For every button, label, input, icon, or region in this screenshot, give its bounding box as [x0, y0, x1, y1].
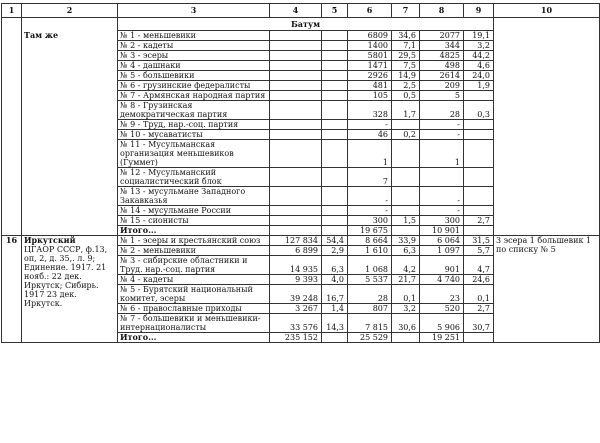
row-number-cell — [2, 81, 22, 91]
notes-cell — [494, 226, 600, 236]
percent-cell: 2,7 — [464, 304, 494, 314]
percent-cell — [464, 333, 494, 343]
percent-cell — [464, 226, 494, 236]
party-name: № 3 - эсеры — [118, 51, 270, 61]
party-name: № 3 - сибирские областники и Труд. нар.-соц. партия — [118, 256, 270, 275]
party-name: № 12 - Мусульманский социалистический блок — [118, 168, 270, 187]
votes-cell: 1 068 — [348, 256, 392, 275]
percent-cell — [322, 41, 348, 51]
col-header-5: 5 — [322, 4, 348, 18]
votes-cell: - — [348, 187, 392, 206]
votes-cell: - — [420, 130, 464, 140]
party-name: № 1 - меньшевики — [118, 31, 270, 41]
percent-cell: 30,7 — [464, 314, 494, 333]
votes-cell — [270, 216, 322, 226]
votes-cell: 5 — [420, 91, 464, 101]
votes-cell: 1 097 — [420, 246, 464, 256]
notes-cell — [494, 130, 600, 140]
district-name: Иркутский — [24, 235, 76, 245]
notes-cell — [494, 71, 600, 81]
notes-cell — [494, 51, 600, 61]
party-name: № 5 - большевики — [118, 71, 270, 81]
percent-cell — [392, 140, 420, 168]
percent-cell — [322, 187, 348, 206]
votes-cell: 4825 — [420, 51, 464, 61]
votes-cell: 105 — [348, 91, 392, 101]
percent-cell — [392, 168, 420, 187]
percent-cell — [322, 168, 348, 187]
location-name: Там же — [22, 31, 118, 236]
percent-cell: 14,9 — [392, 71, 420, 81]
row-number-cell — [2, 216, 22, 226]
party-name: № 1 - эсеры и крестьянский союз — [118, 236, 270, 246]
col-header-10: 10 — [494, 4, 600, 18]
row-number-cell — [2, 168, 22, 187]
percent-cell — [464, 120, 494, 130]
notes-cell — [494, 120, 600, 130]
col-header-2: 2 — [22, 4, 118, 18]
percent-cell — [322, 101, 348, 120]
percent-cell: 2,5 — [392, 81, 420, 91]
percent-cell: 4,2 — [392, 256, 420, 275]
votes-cell: 33 576 — [270, 314, 322, 333]
percent-cell: 24,6 — [464, 275, 494, 285]
percent-cell: 2,9 — [322, 246, 348, 256]
votes-cell: 6809 — [348, 31, 392, 41]
total-votes: 19 675 — [348, 226, 392, 236]
votes-cell: 520 — [420, 304, 464, 314]
percent-cell: 3,2 — [464, 41, 494, 51]
votes-cell: 901 — [420, 256, 464, 275]
percent-cell: 1,9 — [464, 81, 494, 91]
percent-cell: 1,7 — [392, 101, 420, 120]
votes-cell: 4 740 — [420, 275, 464, 285]
col-header-8: 8 — [420, 4, 464, 18]
col-header-4: 4 — [270, 4, 322, 18]
percent-cell: 16,7 — [322, 285, 348, 304]
votes-cell: - — [348, 120, 392, 130]
percent-cell — [392, 206, 420, 216]
votes-cell: 1 — [348, 140, 392, 168]
votes-cell: 5 537 — [348, 275, 392, 285]
notes-cell — [494, 81, 600, 91]
party-name: № 6 - православные приходы — [118, 304, 270, 314]
votes-cell: 8 664 — [348, 236, 392, 246]
votes-cell: 2077 — [420, 31, 464, 41]
votes-cell — [270, 226, 322, 236]
notes-cell — [494, 168, 600, 187]
percent-cell: 6,3 — [322, 256, 348, 275]
table-row — [2, 236, 600, 246]
votes-cell: 5 906 — [420, 314, 464, 333]
percent-cell — [392, 333, 420, 343]
votes-cell — [270, 187, 322, 206]
votes-cell — [270, 130, 322, 140]
party-name: № 15 - сионисты — [118, 216, 270, 226]
percent-cell — [322, 71, 348, 81]
percent-cell: 34,6 — [392, 31, 420, 41]
votes-cell: 481 — [348, 81, 392, 91]
votes-cell: 6 899 — [270, 246, 322, 256]
votes-cell: 1471 — [348, 61, 392, 71]
party-name: № 4 - дашнаки — [118, 61, 270, 71]
percent-cell: 21,7 — [392, 275, 420, 285]
percent-cell: 6,3 — [392, 246, 420, 256]
percent-cell: 5,7 — [464, 246, 494, 256]
votes-cell: 14 935 — [270, 256, 322, 275]
row-number-cell — [2, 71, 22, 81]
votes-cell — [420, 168, 464, 187]
total-label: Итого... — [118, 226, 270, 236]
votes-cell — [270, 31, 322, 41]
votes-cell: - — [420, 206, 464, 216]
district-number: 16 — [2, 236, 22, 343]
votes-cell: 127 834 — [270, 236, 322, 246]
percent-cell — [322, 120, 348, 130]
row-number-cell — [2, 41, 22, 51]
percent-cell — [322, 206, 348, 216]
votes-cell: 23 — [420, 285, 464, 304]
percent-cell: 24,0 — [464, 71, 494, 81]
votes-cell: 344 — [420, 41, 464, 51]
row-number-cell — [2, 91, 22, 101]
votes-cell — [270, 81, 322, 91]
notes-cell — [494, 61, 600, 71]
percent-cell — [464, 140, 494, 168]
votes-cell — [270, 61, 322, 71]
percent-cell — [322, 81, 348, 91]
votes-cell: - — [420, 120, 464, 130]
total-label: Итого... — [118, 333, 270, 343]
votes-cell — [270, 41, 322, 51]
row-number-cell — [2, 61, 22, 71]
col-header-9: 9 — [464, 4, 494, 18]
percent-cell: 2,7 — [464, 216, 494, 226]
notes-cell — [494, 140, 600, 168]
votes-cell: 328 — [348, 101, 392, 120]
votes-cell: 39 248 — [270, 285, 322, 304]
percent-cell — [464, 206, 494, 216]
percent-cell: 1,5 — [392, 216, 420, 226]
section-row — [2, 18, 600, 31]
row-number-cell — [2, 187, 22, 206]
party-name: № 13 - мусульмане Западного Закавказья — [118, 187, 270, 206]
percent-cell — [392, 187, 420, 206]
percent-cell — [322, 216, 348, 226]
row-number-cell — [2, 120, 22, 130]
percent-cell: 0,3 — [464, 101, 494, 120]
percent-cell — [464, 130, 494, 140]
votes-cell: 5801 — [348, 51, 392, 61]
percent-cell: 19,1 — [464, 31, 494, 41]
percent-cell: 1,4 — [322, 304, 348, 314]
total-votes: 25 529 — [348, 333, 392, 343]
votes-cell — [270, 71, 322, 81]
percent-cell: 7,1 — [392, 41, 420, 51]
votes-cell: 1400 — [348, 41, 392, 51]
votes-cell — [270, 168, 322, 187]
votes-cell: 807 — [348, 304, 392, 314]
votes-cell: 7 815 — [348, 314, 392, 333]
total-votes: 10 901 — [420, 226, 464, 236]
votes-cell: 9 393 — [270, 275, 322, 285]
row-number-cell — [2, 226, 22, 236]
votes-cell — [270, 140, 322, 168]
percent-cell: 0,1 — [392, 285, 420, 304]
elected-notes: 3 эсера 1 большевик 1 по списку № 5 — [494, 236, 600, 343]
party-name: № 6 - грузинские федералисты — [118, 81, 270, 91]
percent-cell — [322, 91, 348, 101]
votes-cell: 28 — [420, 101, 464, 120]
section-title: Батум — [118, 18, 494, 31]
votes-cell: 28 — [348, 285, 392, 304]
row-number-cell — [2, 51, 22, 61]
party-name: № 4 - кадеты — [118, 275, 270, 285]
party-name: № 9 - Труд, нар.-соц. партия — [118, 120, 270, 130]
percent-cell — [322, 226, 348, 236]
percent-cell: 4,0 — [322, 275, 348, 285]
notes-cell — [494, 41, 600, 51]
row-number-cell — [2, 140, 22, 168]
col-header-1: 1 — [2, 4, 22, 18]
votes-cell: 6 064 — [420, 236, 464, 246]
row-number-cell — [2, 31, 22, 41]
percent-cell — [464, 168, 494, 187]
percent-cell: 4,6 — [464, 61, 494, 71]
party-name: № 7 - Армянская народная партия — [118, 91, 270, 101]
percent-cell — [464, 187, 494, 206]
percent-cell — [392, 120, 420, 130]
district-info — [22, 236, 118, 343]
votes-cell: 498 — [420, 61, 464, 71]
percent-cell: 54,4 — [322, 236, 348, 246]
party-name: № 5 - Бурятский национальный комитет, эсеры — [118, 285, 270, 304]
votes-cell — [270, 206, 322, 216]
total-votes: 19 251 — [420, 333, 464, 343]
votes-cell: 7 — [348, 168, 392, 187]
notes-cell — [494, 187, 600, 206]
votes-cell — [270, 51, 322, 61]
percent-cell — [322, 61, 348, 71]
party-name: № 8 - Грузинская демократическая партия — [118, 101, 270, 120]
votes-cell: 2614 — [420, 71, 464, 81]
percent-cell: 0,5 — [392, 91, 420, 101]
col-header-7: 7 — [392, 4, 420, 18]
party-name: № 14 - мусульмане России — [118, 206, 270, 216]
row-number-cell — [2, 206, 22, 216]
votes-cell — [270, 91, 322, 101]
row-number-cell — [2, 130, 22, 140]
percent-cell: 31,5 — [464, 236, 494, 246]
percent-cell — [322, 130, 348, 140]
percent-cell: 4,7 — [464, 256, 494, 275]
votes-cell — [270, 101, 322, 120]
percent-cell — [392, 226, 420, 236]
election-results-table — [1, 3, 600, 343]
col-header-6: 6 — [348, 4, 392, 18]
percent-cell: 30,6 — [392, 314, 420, 333]
table-row — [2, 31, 600, 41]
percent-cell: 33,9 — [392, 236, 420, 246]
percent-cell — [322, 333, 348, 343]
percent-cell — [322, 140, 348, 168]
votes-cell: - — [420, 187, 464, 206]
percent-cell — [322, 31, 348, 41]
votes-cell: 300 — [348, 216, 392, 226]
votes-cell: - — [348, 206, 392, 216]
percent-cell: 3,2 — [392, 304, 420, 314]
notes-cell — [494, 206, 600, 216]
party-name: № 10 - мусаватисты — [118, 130, 270, 140]
percent-cell — [464, 91, 494, 101]
notes-cell — [494, 216, 600, 226]
party-name: № 2 - меньшевики — [118, 246, 270, 256]
votes-cell — [270, 120, 322, 130]
percent-cell: 0,1 — [464, 285, 494, 304]
percent-cell: 44,2 — [464, 51, 494, 61]
votes-cell: 1 610 — [348, 246, 392, 256]
party-name: № 11 - Мусульманская организация меньшевиков (Гуммет) — [118, 140, 270, 168]
votes-cell: 2926 — [348, 71, 392, 81]
percent-cell: 29,5 — [392, 51, 420, 61]
notes-cell — [494, 31, 600, 41]
col-header-3: 3 — [118, 4, 270, 18]
source-reference: ЦГАОР СССР, ф.13, оп, 2, д. 35,. л. 9; Единение. 1917. 21 нояб.: 22 дек. Иркутск; Сибирь. 1917 23 дек. Иркутск. — [24, 245, 108, 308]
party-name: № 2 - кадеты — [118, 41, 270, 51]
votes-cell: 3 267 — [270, 304, 322, 314]
notes-cell — [494, 101, 600, 120]
percent-cell: 14,3 — [322, 314, 348, 333]
votes-cell: 209 — [420, 81, 464, 91]
header-row — [2, 4, 600, 18]
percent-cell: 0,2 — [392, 130, 420, 140]
percent-cell — [322, 51, 348, 61]
total-votes: 235 152 — [270, 333, 322, 343]
party-name: № 7 - большевики и меньшевики-интернационалисты — [118, 314, 270, 333]
votes-cell: 300 — [420, 216, 464, 226]
percent-cell: 7,5 — [392, 61, 420, 71]
notes-cell — [494, 91, 600, 101]
row-number-cell — [2, 101, 22, 120]
votes-cell: 46 — [348, 130, 392, 140]
votes-cell: 1 — [420, 140, 464, 168]
